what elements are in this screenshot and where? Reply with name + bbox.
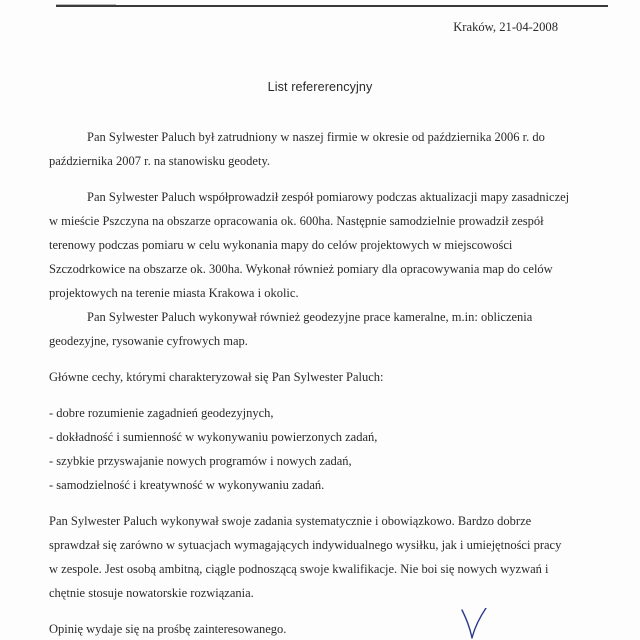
paragraph-4-line: sprawdzał się zarówno w sytuacjach wymagających indywidualnego wysiłku, jak i umiejętności pracy (49, 538, 562, 552)
paragraph-2-line: Szczodrkowice na obszarze ok. 300ha. Wykonał również pomiary dla opracowywania map do celów (49, 262, 553, 276)
paragraph-1-line: października 2007 r. na stanowisku geodety. (49, 154, 271, 168)
features-intro: Główne cechy, którymi charakteryzował się Pan Sylwester Paluch: (49, 370, 384, 384)
place-date: Kraków, 21-04-2008 (453, 20, 558, 34)
paragraph-2-line: Pan Sylwester Paluch współprowadził zespół pomiarowy podczas aktualizacji mapy zasadniczej (87, 190, 570, 204)
top-rule (56, 5, 608, 7)
paragraph-2-line: w mieście Pszczyna na obszarze opracowania ok. 600ha. Następnie samodzielnie prowadził zespół (49, 214, 544, 228)
paragraph-4-line: w zespole. Jest osobą ambitną, ciągle podnoszącą swoje kwalifikacje. Nie boi się nowych wyzwań i (49, 562, 549, 576)
feature-item: - dokładność i sumienność w wykonywaniu powierzonych zadań, (49, 430, 378, 444)
feature-item: - szybkie przyswajanie nowych programów i nowych zadań, (49, 454, 352, 468)
paragraph-1-line: Pan Sylwester Paluch był zatrudniony w naszej firmie w okresie od października 2006 r. do (87, 130, 545, 144)
top-rule-stub (56, 0, 116, 5)
letter-title: List refererencyjny (267, 80, 373, 94)
closing-line: Opinię wydaje się na prośbę zainteresowanego. (49, 622, 287, 636)
paragraph-2-line: projektowych na terenie miasta Krakowa i okolic. (49, 286, 299, 300)
paragraph-3-line: Pan Sylwester Paluch wykonywał również geodezyjne prace kameralne, m.in: obliczenia (87, 310, 533, 324)
signature-mark (452, 608, 492, 640)
paragraph-4-line: chętnie stosuje nowatorskie rozwiązania. (49, 586, 254, 600)
paragraph-2-line: terenowy podczas pomiaru w celu wykonania mapy do celów projektowych w miejscowości (49, 238, 513, 252)
paragraph-3-line: geodezyjne, rysowanie cyfrowych map. (49, 334, 248, 348)
paragraph-4-line: Pan Sylwester Paluch wykonywał swoje zadania systematycznie i obowiązkowo. Bardzo dobrze (49, 514, 532, 528)
feature-item: - dobre rozumienie zagadnień geodezyjnych, (49, 406, 274, 420)
feature-item: - samodzielność i kreatywność w wykonywaniu zadań. (49, 478, 325, 492)
